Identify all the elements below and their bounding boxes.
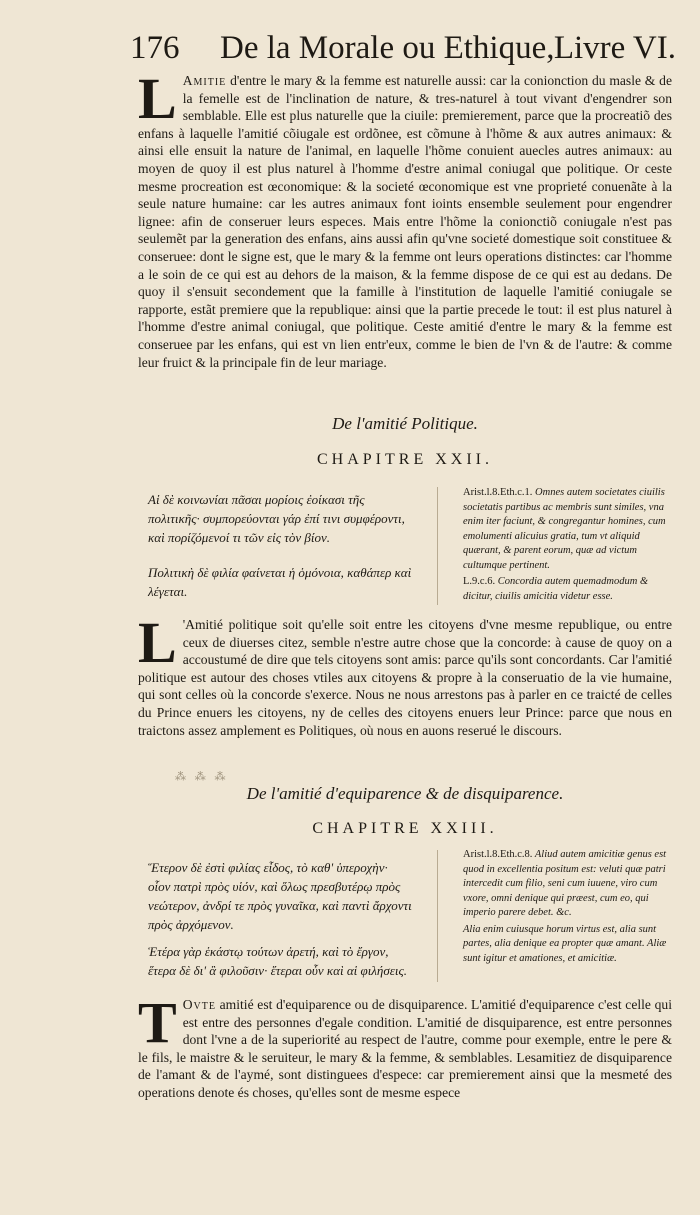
running-title: De la Morale ou Ethique, [220,30,555,66]
citation-ref: L.9.c.6. [463,576,496,587]
greek-quote: Πολιτικὴ δὲ φιλία φαίνεται ἡ ὁμόνοια, καθάπερ καὶ λέγεται. [148,565,412,599]
column-divider [437,487,438,605]
greek-quote: Ἑτέρα γὰρ ἑκάστῳ τούτων ἀρετή, καὶ τὸ ἔργον, ἕτερα δὲ δι' ἃ φιλοῦσιν· ἕτεραι οὖν καὶ αἱ φιλήσεις. [148,944,408,978]
paragraph-conjugal-friendship [138,66,672,394]
drop-cap: T [138,990,177,1055]
latin-quote: Aliud autem amicitiæ genus est quod in excellentia positum est: veluti quæ patri intercedit cum filio, seni cum iuuene, viro cum vxore, omni denique qui præest, cum eo, qui imperio parere debet. &c. [463,849,667,918]
paragraph-lead: Ovte [182,997,216,1012]
paragraph-text: amitié est d'equiparence ou de disquiparence. L'amitié d'equiparence c'est celle qui est entre des personnes d'egale condition. L'amitié de disquiparence, est entre personnes dont l'vne a de la superiorité au respect de l'autre, comme pour exemple, entre le pere & le fils, le maistre & le seruiteur, le mary & la femme, & semblables. Lesamitiez de disquiparence de l'amant & de l'aymé, sont distinguees d'espece: car premierement ainsi que la mesmeté des operations denote és choses, qu'elles sont de mesme espece [138,997,672,1100]
latin-marginal-note [463,848,678,968]
section-title-equiparence: De l'amitié d'equiparence & de disquiparence. [246,784,564,803]
greek-quotation-block [148,490,413,609]
chapter-heading-xxii: CHAPITRE XXII. [317,451,493,468]
printer-ornament: ⁂ ⁂ ⁂ [175,771,229,783]
latin-quote: Omnes autem societates ciuilis societatis partibus ac membris sunt similes, vna enim iter faciunt, & congregantur homines, cum emolumenti alicuius gratia, tum vt aliquid quærant, & parent eorum, quæ ad victum cultumque pertinent. [463,487,666,571]
latin-marginal-note [463,486,678,606]
drop-cap: L [138,610,177,675]
section-title-political: De l'amitié Politique. [332,414,478,433]
greek-quote: Αἱ δὲ κοινωνίαι πᾶσαι μορίοις ἐοίκασι τῆς πολιτικῆς· συμπορεύονται γάρ ἐπί τινι συμφέροντι, καὶ πορίζόμενοί τι τῶν εἰς τὸν βίον. [148,492,405,545]
paragraph-lead: Amitie [182,73,227,88]
greek-quotation-block [148,858,413,988]
page-number: 176 [130,30,180,66]
column-divider [437,850,438,982]
citation-ref: Arist.l.8.Eth.c.1. [463,487,533,498]
latin-quote: Alia enim cuiusque horum virtus est, alia sunt partes, alia denique ea propter quæ amant. Aliæ sunt igitur et amationes, et amicitiæ. [463,923,667,964]
citation-ref: Arist.l.8.Eth.c.8. [463,849,533,860]
book-label: Livre VI. [553,30,676,66]
paragraph-political-friendship [138,610,672,766]
chapter-heading-xxiii: CHAPITRE XXIII. [312,820,498,837]
paragraph-text: 'Amitié politique soit qu'elle soit entre les citoyens d'vne mesme republique, ou entre ceux de diuerses citez, semble n'estre autre chose que la concorde: à cause de quoy on a accoustumé de dire que tels citoyens sont amis: parce qu'ils sont concordants. Car l'amitié politique est autour des choses vtiles aux citoyens & propre à la conseruatio de la vie humaine, qui sont celles où la concorde s'exerce. Nous ne nous arrestons pas à parler en ce traicté de celles du Prince enuers les citoyens, ny de celles des citoyens enuers leur Prince: parce que nous en traictons assez amplement es Politiques, où nous en auons reserué le discours. [138,617,672,738]
greek-quote: Ἕτερον δὲ ἐστὶ φιλίας εἶδος, τὸ καθ' ὑπεροχὴν· οἷον πατρὶ πρὸς υἱόν, καὶ ὅλως πρεσβυτέρῳ πρὸς νεώτερον, ἀνδρί τε πρὸς γυναῖκα, καὶ παντὶ ἄρχοντι πρὸς ἀρχόμενον. [148,860,412,932]
drop-cap: L [138,66,177,131]
running-header [130,26,676,70]
paragraph-equiparence [138,990,672,1196]
paragraph-text: d'entre le mary & la femme est naturelle aussi: car la conionction du masle & de la femelle est de l'inclination de nature, & tres-naturel à tout vivant d'engendrer son semblable. Elle est plus naturelle que la ciuile: premierement, parce que la procreatiõ des enfans à laquelle l'amitié cõiugale est ordõnee, est cõmune à l'hõme & aux autres animaux: & ainsi elle ensuit la nature de l'animal, en laquelle l'hõme conuient auecles autres animaux: au moyen de quoy il est plus naturel à l'homme d'estre animal coniugal que politique. Or ceste mesme procreation est œconomique: & la societé œconomique est vne proprieté conuenãte à la seule nature humaine: car les autres animaux font ioints ensemble seulement pour engendrer lignee: afin de conseruer leurs especes. Mais entre l'hõme la conionctiõ coniugale n'est pas seulemẽt par la generation des enfans, ains aussi afin qu'vne societé domestique soit constituee & conseruee: dont le signe est, que le mary & la femme ont leurs operations distinctes: car l'homme a le soin de ce qui est au dehors de la maison, & la femme dispose de ce qui est au dedans. De quoy il s'ensuit secondement que la famille à l'institution de laquelle l'amitié coniugale se rapporte, estãt premiere que la republique: ainsi que la partie precede le tout: il est plus naturel à l'homme d'estre animal coniugal, que politique. Ceste amitié d'entre le mary & la femme est conseruee par les enfans, qui est vn lien entr'eux, comme le bien de l'vn & de l'autre: & comme leur fruict & la principale fin de leur mariage. [138,73,672,370]
latin-quote: Concordia autem quemadmodum & dicitur, ciuilis amicitia videtur esse. [463,576,649,602]
